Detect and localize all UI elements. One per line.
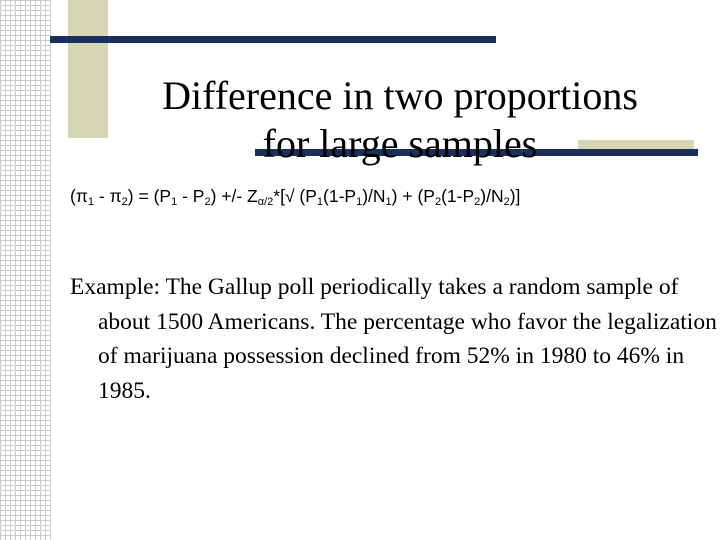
- slide-title-line-2: for large samples: [262, 121, 538, 166]
- formula: $(\pi_1 - \pi_2) = (P_1 - P_2)$ +/- $Z_{\alpha/2}*[√$ $(P_1(1-P_1)/N_1) + (P_2(1-P_2)/N_2)$]: [70, 186, 521, 208]
- subscript: 2: [204, 196, 211, 208]
- formula-text: )]: [509, 186, 521, 206]
- subscript: 2: [503, 196, 510, 208]
- subscript: α/2: [257, 196, 274, 208]
- formula-text: ) = (P: [127, 186, 172, 206]
- subscript: 1: [316, 196, 324, 208]
- formula-text: ) + (P: [391, 186, 435, 206]
- pi-symbol: π: [109, 186, 122, 206]
- slide-title: [120, 72, 680, 168]
- subscript: 1: [171, 196, 178, 208]
- slide-title-line-1: Difference in two proportions: [162, 73, 638, 118]
- subscript: 1: [87, 196, 95, 208]
- subscript: 2: [474, 196, 481, 208]
- decorative-grid-strip: [0, 0, 50, 540]
- decorative-accent-block: [68, 0, 108, 138]
- pi-symbol: π: [75, 186, 88, 206]
- formula-text: *[√ (P: [273, 186, 317, 206]
- example-paragraph: Example: The Gallup poll periodically takes a random sample of about 1500 Americans. The percentage who favor the legalization of marijuana possession declined from 52% in 1980 to 46% in 1985.: [70, 274, 717, 404]
- subscript: 1: [385, 196, 392, 208]
- formula-text: - P: [177, 186, 205, 206]
- formula-text: (1-P: [441, 186, 475, 206]
- subscript: 2: [434, 196, 442, 208]
- subscript: 1: [356, 196, 363, 208]
- formula-text: )/N: [362, 186, 386, 206]
- formula-text: -: [94, 186, 110, 206]
- subscript: 2: [121, 196, 128, 208]
- formula-text: ) +/- Z: [210, 186, 258, 206]
- formula-text: )/N: [480, 186, 504, 206]
- grid-strip-edge: [50, 0, 51, 540]
- formula-text: (1-P: [323, 186, 357, 206]
- decorative-top-rule: [50, 36, 496, 43]
